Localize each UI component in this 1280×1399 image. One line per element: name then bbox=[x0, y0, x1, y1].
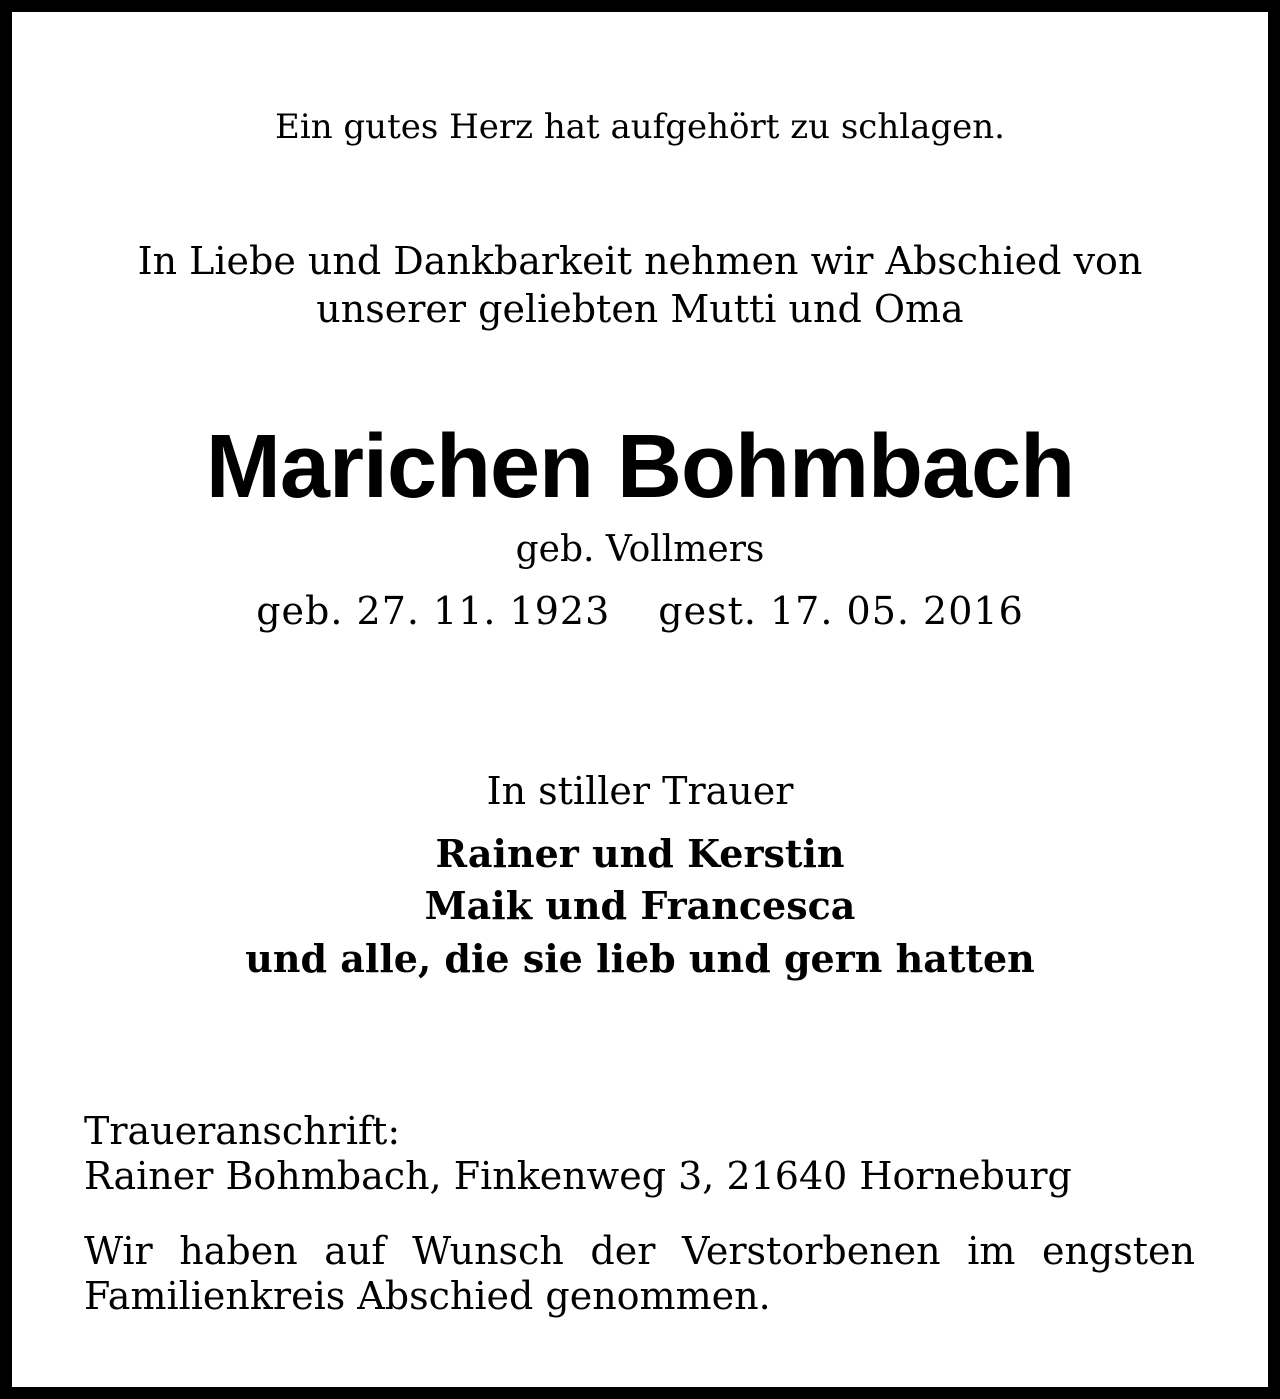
note-line-2: Familienkreis Abschied genommen. bbox=[84, 1274, 771, 1318]
motto-text: Ein gutes Herz hat aufgehört zu schlagen. bbox=[275, 107, 1005, 147]
note-word: haben bbox=[179, 1229, 298, 1273]
life-dates bbox=[12, 589, 1268, 633]
mourning-heading: In stiller Trauer bbox=[486, 769, 794, 813]
birth-date: geb. 27. 11. 1923 bbox=[256, 589, 611, 633]
mourner-line: Rainer und Kerstin bbox=[435, 831, 845, 876]
note-word: Wir bbox=[84, 1229, 153, 1273]
death-date: gest. 17. 05. 2016 bbox=[658, 589, 1024, 633]
note-word: im bbox=[967, 1229, 1016, 1273]
address-value: Rainer Bohmbach, Finkenweg 3, 21640 Horneburg bbox=[84, 1154, 1072, 1198]
address-label: Traueranschrift: bbox=[84, 1109, 401, 1153]
mourner-line: und alle, die sie lieb und gern hatten bbox=[245, 936, 1035, 981]
intro-line-1: In Liebe und Dankbarkeit nehmen wir Abschied von bbox=[137, 239, 1143, 283]
deceased-name: Marichen Bohmbach bbox=[205, 417, 1075, 517]
note-word: der bbox=[590, 1229, 656, 1273]
note-word: Verstorbenen bbox=[681, 1229, 941, 1273]
note-word: auf bbox=[324, 1229, 386, 1273]
maiden-name: geb. Vollmers bbox=[515, 529, 765, 570]
note-word: Wunsch bbox=[412, 1229, 564, 1273]
note-word: engsten bbox=[1041, 1229, 1195, 1273]
mourner-line: Maik und Francesca bbox=[424, 883, 856, 928]
note-line-1 bbox=[84, 1229, 1195, 1273]
intro-line-2: unserer geliebten Mutti und Oma bbox=[316, 287, 964, 331]
